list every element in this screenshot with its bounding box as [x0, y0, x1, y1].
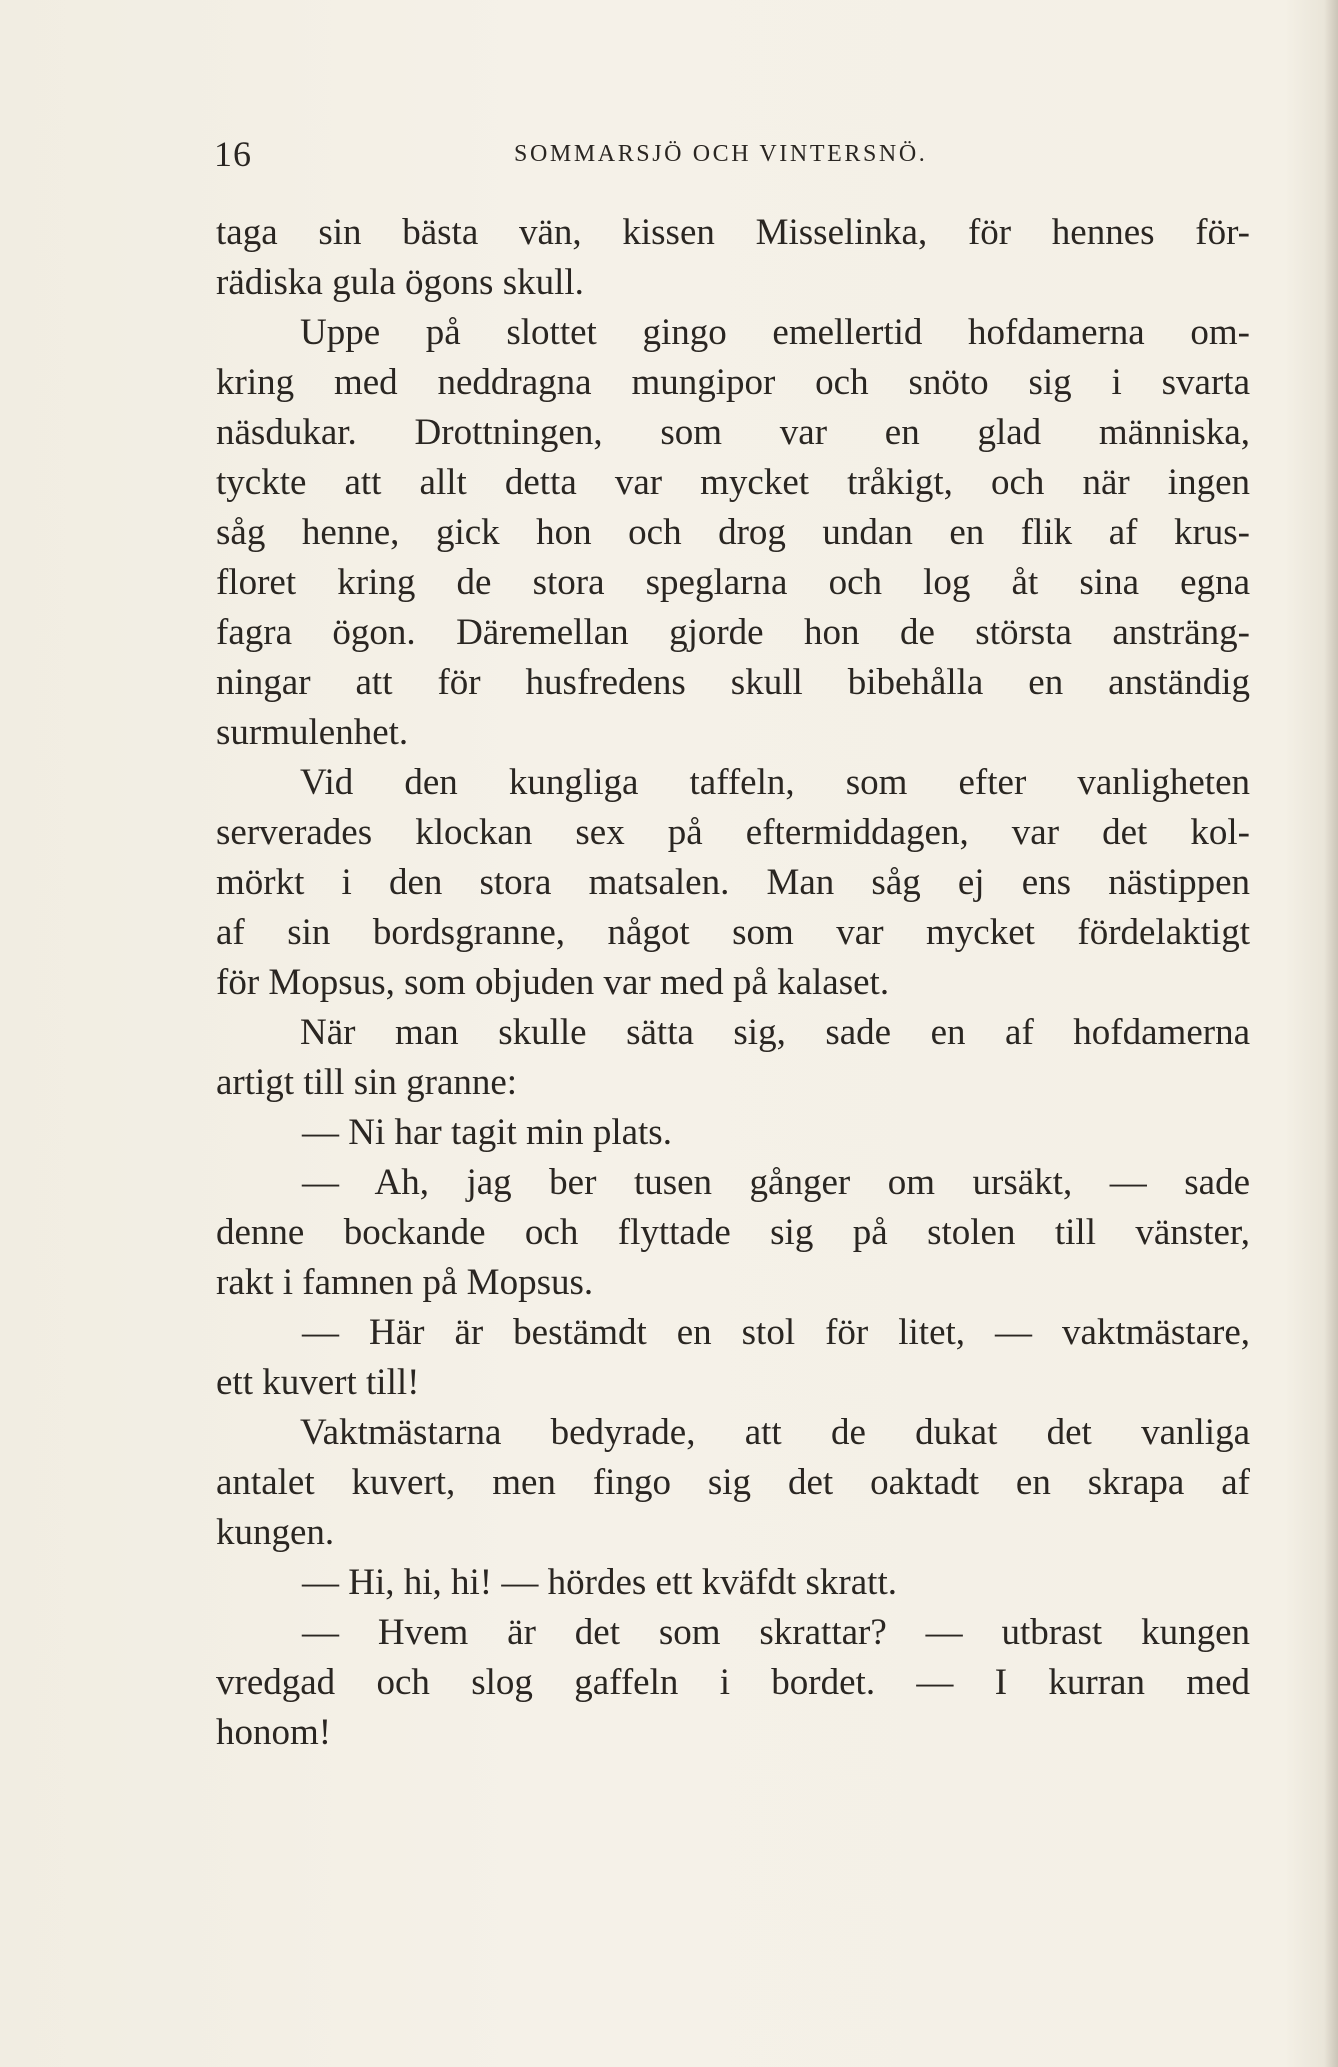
- text-line: — Ah, jag ber tusen gånger om ursäkt, — sade: [302, 1162, 1250, 1203]
- text-line: ningar att för husfredens skull bibehålla en anständig: [216, 662, 1250, 703]
- running-head: SOMMARSJÖ OCH VINTERSNÖ.: [514, 141, 928, 167]
- text-line: — Ni har tagit min plats.: [302, 1112, 672, 1153]
- text-line: När man skulle sätta sig, sade en af hofdamerna: [300, 1012, 1250, 1053]
- body-text: [216, 208, 1250, 1758]
- text-line: kungen.: [216, 1512, 335, 1553]
- text-line: ett kuvert till!: [216, 1362, 420, 1403]
- text-line: honom!: [216, 1712, 332, 1753]
- text-line: rakt i famnen på Mopsus.: [216, 1262, 594, 1303]
- text-line: — Här är bestämdt en stol för litet, — vaktmästare,: [302, 1312, 1250, 1353]
- text-line: Vid den kungliga taffeln, som efter vanligheten: [300, 762, 1250, 803]
- text-line: fagra ögon. Däremellan gjorde hon de största ansträng-: [216, 612, 1250, 653]
- page-number: 16: [214, 134, 252, 174]
- text-line: näsdukar. Drottningen, som var en glad människa,: [216, 412, 1250, 453]
- text-line: tyckte att allt detta var mycket tråkigt, och när ingen: [216, 462, 1250, 503]
- text-line: Uppe på slottet gingo emellertid hofdamerna om-: [300, 312, 1250, 353]
- page-header: [214, 132, 1250, 176]
- text-line: af sin bordsgranne, något som var mycket fördelaktigt: [216, 912, 1250, 953]
- page-edge-shadow: [1324, 0, 1338, 2067]
- text-line: såg henne, gick hon och drog undan en flik af krus-: [216, 512, 1250, 553]
- text-line: mörkt i den stora matsalen. Man såg ej ens nästippen: [216, 862, 1250, 903]
- text-line: Vaktmästarna bedyrade, att de dukat det vanliga: [300, 1412, 1250, 1453]
- text-line: för Mopsus, som objuden var med på kalaset.: [216, 962, 890, 1003]
- text-line: rädiska gula ögons skull.: [216, 262, 584, 303]
- text-line: surmulenhet.: [216, 712, 409, 753]
- text-line: kring med neddragna mungipor och snöto sig i svarta: [216, 362, 1250, 403]
- text-line: floret kring de stora speglarna och log åt sina egna: [216, 562, 1250, 603]
- text-line: vredgad och slog gaffeln i bordet. — I kurran med: [216, 1662, 1250, 1703]
- text-line: antalet kuvert, men fingo sig det oaktadt en skrapa af: [216, 1462, 1250, 1503]
- text-line: artigt till sin granne:: [216, 1062, 518, 1103]
- text-line: serverades klockan sex på eftermiddagen, var det kol-: [216, 812, 1250, 853]
- text-line: taga sin bästa vän, kissen Misselinka, för hennes för-: [216, 212, 1250, 253]
- text-line: — Hvem är det som skrattar? — utbrast kungen: [302, 1612, 1250, 1653]
- text-line: denne bockande och flyttade sig på stolen till vänster,: [216, 1212, 1250, 1253]
- text-line: — Hi, hi, hi! — hördes ett kväfdt skratt.: [302, 1562, 897, 1603]
